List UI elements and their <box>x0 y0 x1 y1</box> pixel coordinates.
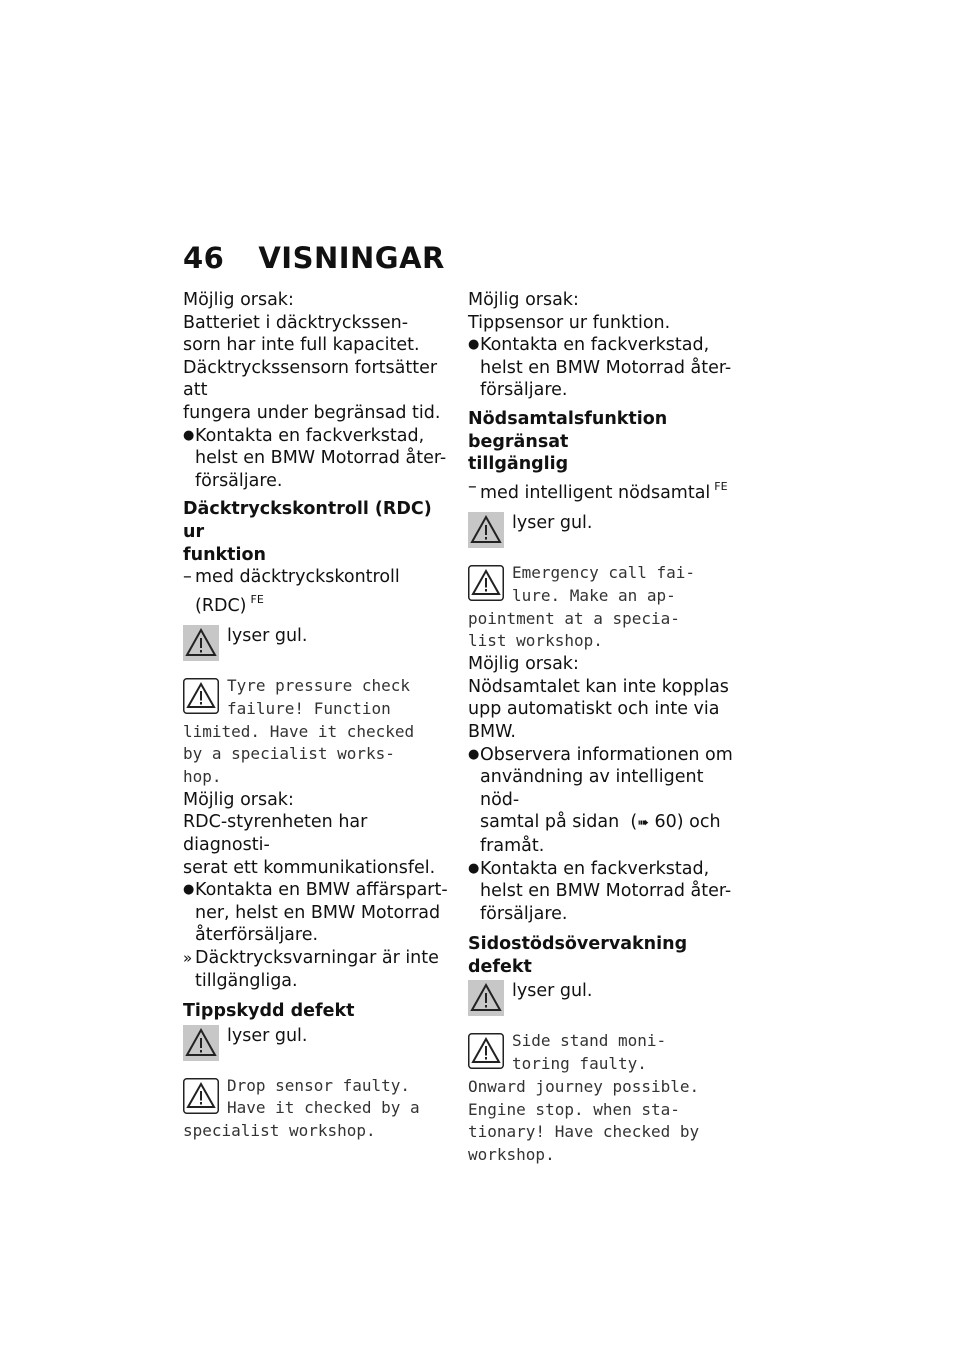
bullet-icon: ● <box>183 882 195 898</box>
warning-triangle-icon <box>468 512 504 548</box>
bullet-text: helst en BMW Motorrad åter- <box>195 448 447 469</box>
result-arrow-icon: » <box>183 948 193 967</box>
result-text: tillgängliga. <box>195 970 298 991</box>
lamp-text: lyser gul. <box>227 1025 308 1046</box>
arrow-right-icon: ➠ <box>637 815 649 832</box>
message-line: list workshop. <box>468 631 603 651</box>
left-column <box>183 289 449 1143</box>
warning-triangle-icon <box>468 1033 504 1069</box>
warning-triangle-icon <box>183 1025 219 1061</box>
bullet-text: helst en BMW Motorrad åter- <box>480 357 732 378</box>
message-line: Have it checked by a <box>227 1098 420 1118</box>
section-heading-rdc-cont: funktion <box>183 544 267 565</box>
page-title: VISNINGAR <box>258 241 445 275</box>
cause-text: sorn har inte full kapacitet. <box>183 335 420 356</box>
cause-text: Nödsamtalet kan inte kopplas <box>468 676 729 697</box>
cause-text: BMW. <box>468 721 516 742</box>
warning-triangle-icon <box>183 625 219 661</box>
cause-text: Däcktryckssensorn fortsätter att <box>183 357 438 401</box>
section-heading-side-stand: Sidostödsövervakning defekt <box>468 934 688 977</box>
cause-text: RDC-styrenheten har diagnosti- <box>183 812 368 856</box>
message-line: limited. Have it checked <box>183 721 415 741</box>
cause-label: Möjlig orsak: <box>468 290 579 310</box>
message-line: lure. Make an ap- <box>512 586 676 606</box>
message-line: Drop sensor faulty. <box>227 1075 411 1095</box>
cause-label: Möjlig orsak: <box>183 290 294 310</box>
message-line: pointment at a specia- <box>468 608 680 628</box>
display-message <box>183 1075 449 1143</box>
right-column <box>468 289 740 1167</box>
warning-triangle-icon <box>183 1078 219 1114</box>
bullet-item <box>183 425 449 493</box>
warning-lamp-row <box>183 625 449 667</box>
bullet-icon: ● <box>468 337 480 353</box>
bullet-text: försäljare. <box>195 470 283 491</box>
message-line: specialist workshop. <box>183 1121 376 1141</box>
fe-superscript: FE <box>250 592 264 606</box>
warning-lamp-row <box>183 1025 449 1067</box>
message-line: hop. <box>183 767 222 787</box>
bullet-icon: ● <box>468 746 480 762</box>
message-line: failure! Function <box>227 699 391 719</box>
bullet-text: användning av intelligent nöd- <box>480 767 704 810</box>
dash-text: med däcktryckskontroll <box>195 567 400 588</box>
result-item <box>183 947 449 992</box>
message-line: Engine stop. when sta- <box>468 1099 680 1119</box>
cause-text: serat ett kommunikationsfel. <box>183 857 436 878</box>
bullet-icon: ● <box>183 427 195 443</box>
dash-item: – med däcktryckskontroll (RDC) $^{FE}$ <box>183 567 400 616</box>
page-header <box>183 241 445 281</box>
bullet-text: Observera informationen om <box>480 744 733 765</box>
message-line: tionary! Have checked by <box>468 1122 700 1142</box>
cause-text: Tippsensor ur funktion. <box>468 312 671 333</box>
bullet-text: ) och <box>676 812 721 833</box>
section-heading-rdc: Däcktryckskontroll (RDC) ur <box>183 499 432 542</box>
bullet-item <box>183 879 449 947</box>
message-line: workshop. <box>468 1144 555 1164</box>
page-reference-link[interactable]: 60 <box>654 812 677 833</box>
bullet-text: Kontakta en BMW affärspart- <box>195 880 448 901</box>
bullet-text: Kontakta en fackverkstad, <box>195 425 425 446</box>
lamp-text: lyser gul. <box>512 513 593 534</box>
cause-text: upp automatiskt och inte via <box>468 699 720 720</box>
section-heading-tip: Tippskydd defekt <box>183 1001 355 1022</box>
bullet-item <box>468 334 740 402</box>
page-number: 46 <box>183 241 225 275</box>
message-line: toring faulty. <box>512 1054 647 1074</box>
warning-triangle-icon <box>468 980 504 1016</box>
fe-superscript: FE <box>714 479 728 493</box>
dash-text: med intelligent nödsamtal <box>480 482 711 503</box>
section-heading-ecall-cont: tillgänglig <box>468 454 569 475</box>
bullet-item <box>468 858 740 926</box>
bullet-text: Kontakta en fackverkstad, <box>480 858 710 879</box>
bullet-text: samtal på sidan <box>480 812 620 833</box>
bullet-text: Kontakta en fackverkstad, <box>480 335 710 356</box>
bullet-text: återförsäljare. <box>195 925 319 946</box>
display-message <box>183 675 449 789</box>
section-heading-ecall: Nödsamtalsfunktion begränsat <box>468 408 668 452</box>
lamp-text: lyser gul. <box>227 626 308 647</box>
warning-triangle-icon <box>468 565 504 601</box>
lamp-text: lyser gul. <box>512 981 593 1002</box>
bullet-text: framåt. <box>480 835 545 856</box>
result-text: Däcktrycksvarningar är inte <box>195 947 439 968</box>
warning-triangle-icon <box>183 678 219 714</box>
message-line: Tyre pressure check <box>227 676 411 696</box>
bullet-text: ner, helst en BMW Motorrad <box>195 902 441 923</box>
message-line: by a specialist works- <box>183 744 395 764</box>
message-line: Side stand moni- <box>512 1031 667 1051</box>
dash-text: (RDC) <box>195 595 247 616</box>
display-message <box>468 1030 740 1166</box>
warning-lamp-row <box>468 512 740 554</box>
dash-item: – med intelligent nödsamtal $^{FE}$ <box>468 476 728 503</box>
bullet-text: försäljare. <box>480 380 568 401</box>
message-line: Onward journey possible. <box>468 1076 700 1096</box>
message-line: Emergency call fai- <box>512 563 696 583</box>
bullet-text: försäljare. <box>480 903 568 924</box>
bullet-text: helst en BMW Motorrad åter- <box>480 881 732 902</box>
display-message <box>468 562 740 653</box>
bullet-icon: ● <box>468 860 480 876</box>
cause-text: Batteriet i däcktryckssen- <box>183 312 409 333</box>
cause-label: Möjlig orsak: <box>183 789 294 810</box>
warning-lamp-row <box>468 980 740 1022</box>
bullet-item: ● Observera informationen om användning av intelligent nöd- samtal på sidan (➠ 60) och framåt. <box>468 744 740 858</box>
cause-label: Möjlig orsak: <box>468 654 579 675</box>
cause-text: fungera under begränsad tid. <box>183 402 441 423</box>
